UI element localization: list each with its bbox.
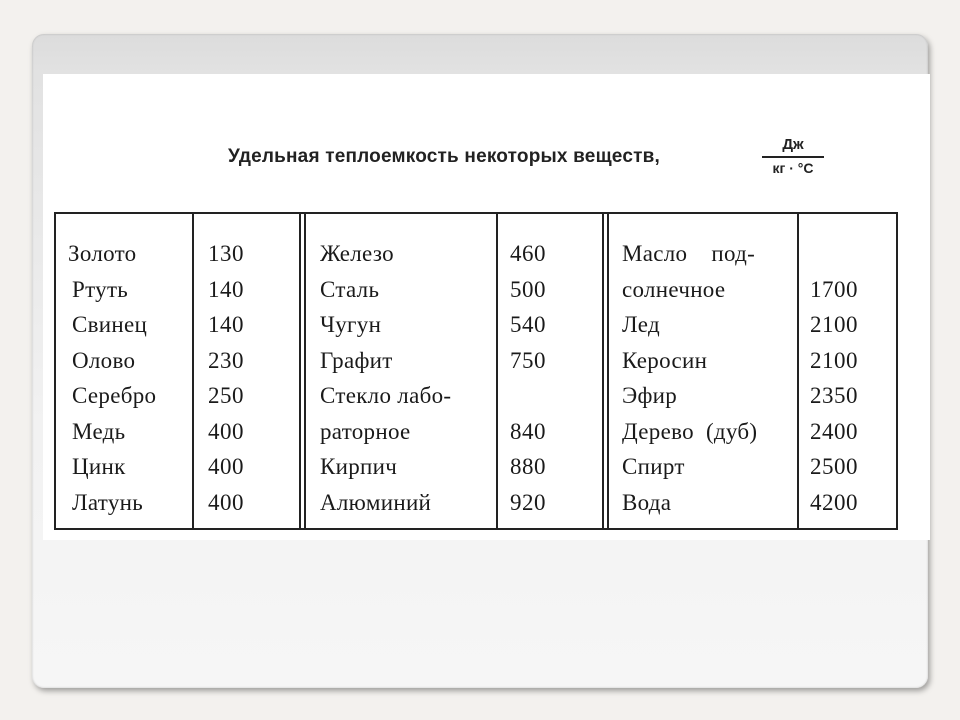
heat-value: 2100 [810,312,858,337]
heat-value: 460 [510,241,546,266]
unit-denominator: кг · °С [772,160,814,176]
substance-name: Сталь [320,276,380,302]
heat-value [810,236,858,272]
heat-value: 500 [510,276,546,302]
heat-value: 2100 [810,347,858,373]
heat-value: 880 [510,454,546,479]
substance-name: Чугун [320,312,382,337]
column-divider [192,214,194,528]
value-column-1 [208,236,244,520]
substance-name: Олово [72,347,136,373]
heat-value: 140 [208,276,244,302]
substance-name: Вода [622,489,672,515]
substance-name: Цинк [72,454,126,479]
group-divider-left [299,214,301,528]
substance-name: Масло под- [622,241,756,266]
substance-name: Дерево (дуб) [622,418,758,444]
heat-value: 250 [208,383,244,408]
heat-value [510,378,546,414]
group-divider-right [607,214,609,528]
heat-value: 400 [208,418,244,444]
substance-name: Кирпич [320,454,398,479]
column-divider [496,214,498,528]
substance-name: Эфир [622,383,678,408]
substance-name: Спирт [622,454,685,479]
heat-value: 400 [208,489,244,515]
heat-value: 2350 [810,383,858,408]
substance-name: Лед [622,312,660,337]
substance-name: Медь [72,418,126,444]
substance-column-1 [68,236,156,520]
heat-value: 4200 [810,489,858,515]
substance-name: Ртуть [72,276,129,302]
heat-value: 230 [208,347,244,373]
heat-value: 920 [510,489,546,515]
heat-value: 2400 [810,418,858,444]
heat-value: 2500 [810,454,858,479]
value-column-3 [810,236,858,520]
substance-column-3 [622,236,757,520]
value-column-2 [510,236,546,520]
heat-capacity-table [54,212,898,530]
column-divider [797,214,799,528]
heat-value: 540 [510,312,546,337]
group-divider-left [602,214,604,528]
substance-name: Керосин [622,347,708,373]
substance-name: раторное [320,418,411,444]
heat-value: 1700 [810,276,858,302]
substance-name: Графит [320,347,393,373]
heat-value: 130 [208,241,244,266]
unit-fraction [758,136,828,176]
substance-name: Серебро [72,383,157,408]
heat-value: 840 [510,418,546,444]
substance-name: Золото [68,241,137,266]
group-divider-right [304,214,306,528]
substance-name: Свинец [72,312,148,337]
table-title: Удельная теплоемкость некоторых веществ, [228,146,660,167]
unit-numerator: Дж [782,136,804,153]
heat-value: 140 [208,312,244,337]
substance-name: Латунь [72,489,144,515]
substance-name: Алюминий [320,489,432,515]
heat-value: 750 [510,347,546,373]
substance-column-2 [320,236,451,520]
substance-name: Железо [320,241,394,266]
heat-value: 400 [208,454,244,479]
substance-name: солнечное [622,276,726,302]
substance-name: Стекло лабо- [320,383,452,408]
